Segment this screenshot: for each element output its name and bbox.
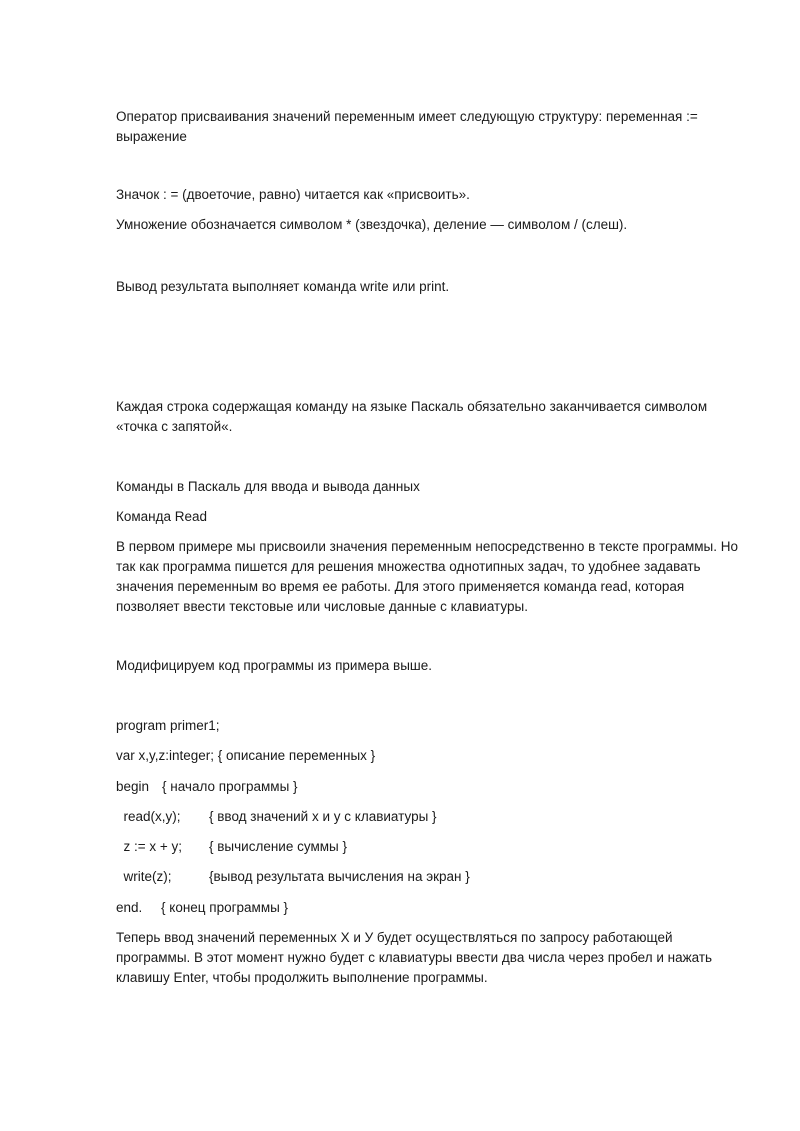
code-text: z := x + y; — [116, 839, 183, 854]
code-comment: { вычисление суммы } — [209, 839, 347, 854]
paragraph-colon-equals: Значок : = (двоеточие, равно) читается как «присвоить». — [116, 187, 470, 202]
paragraph-modify-code: Модифицируем код программы из примера выше. — [116, 658, 432, 673]
code-comment: { начало программы } — [162, 779, 298, 794]
code-text: write(z); — [116, 869, 172, 884]
code-line-1: program primer1; — [116, 718, 220, 733]
paragraph-semicolon: Каждая строка содержащая команду на языке Паскаль обязательно заканчивается символом «точка с запятой«. — [116, 399, 708, 434]
paragraph-multiplication: Умножение обозначается символом * (звездочка), деление — символом / (слеш). — [116, 217, 628, 232]
paragraph-assignment: Оператор присваивания значений переменным имеет следующую структуру: переменная := выражение — [116, 109, 698, 144]
paragraph-read-description: В первом примере мы присвоили значения переменным непосредственно в тексте программы. Но так как программа пишется для решения множества однотипных задач, то удобнее задавать значения переменным во время ее работы. Для этого применяется команда read, которая позволяет ввести текстовые или числовые данные с клавиатуры. — [116, 539, 738, 614]
code-comment: { ввод значений x и y с клавиатуры } — [209, 809, 437, 824]
code-text: end. — [116, 900, 143, 915]
paragraph-final: Теперь ввод значений переменных X и У будет осуществляться по запросу работающей программы. В этот момент нужно будет с клавиатуры ввести два числа через пробел и нажать клавишу Enter, чтобы продолжить выполнение программы. — [116, 930, 713, 985]
heading-read-command: Команда Read — [116, 509, 208, 524]
code-comment: {вывод результата вычисления на экран } — [209, 869, 470, 884]
code-line-2: var x,y,z:integer; { описание переменных } — [116, 748, 376, 763]
code-comment: { конец программы } — [161, 900, 289, 915]
heading-io-commands: Команды в Паскаль для ввода и вывода данных — [116, 479, 420, 494]
paragraph-output: Вывод результата выполняет команда write или print. — [116, 279, 450, 294]
code-text: begin — [116, 779, 150, 794]
code-text: read(x,y); — [116, 809, 181, 824]
